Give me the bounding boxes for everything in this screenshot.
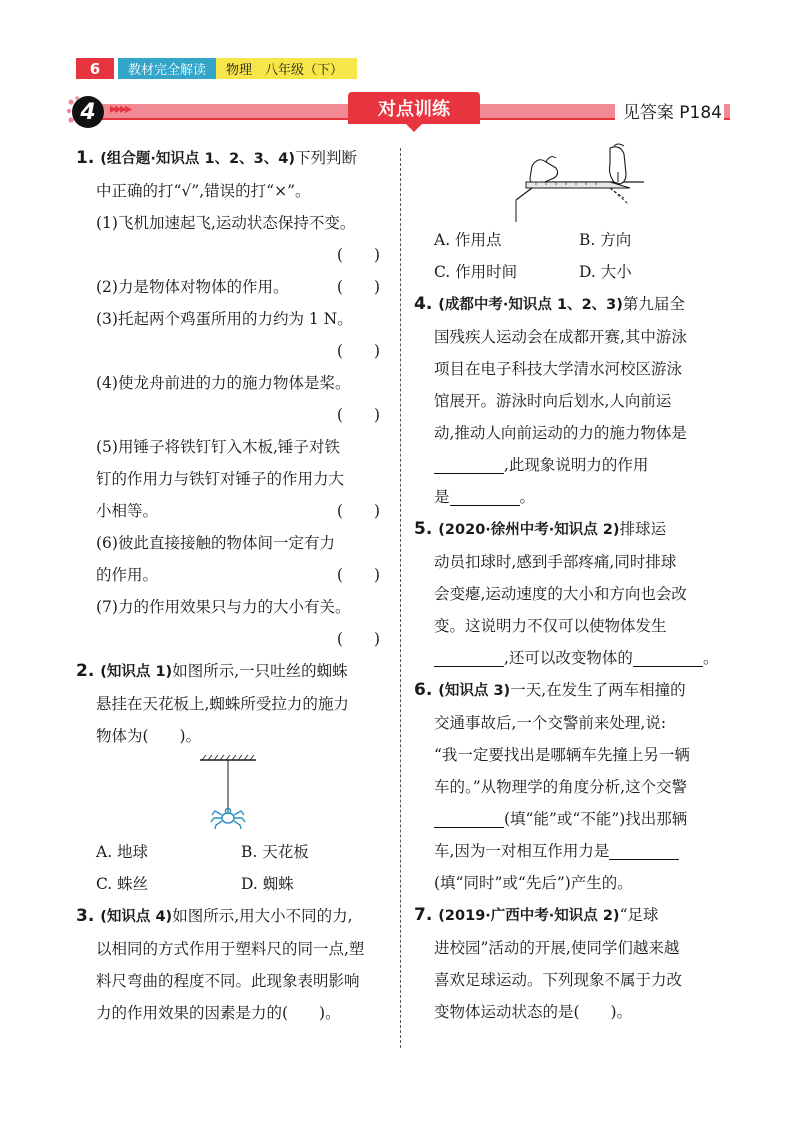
question-stem-end: 。: [519, 488, 536, 506]
subject-label: 物理 八年级（下）: [216, 58, 357, 79]
question-stem-cont: 会变瘪,运动速度的大小和方向也会改: [434, 585, 687, 603]
option-d[interactable]: D. 大小: [579, 263, 632, 281]
options: [414, 224, 730, 288]
judge-item-3: (3)托起两个鸡蛋所用的力约为 1 N。: [96, 310, 353, 328]
question-number: 6.: [414, 680, 433, 700]
answer-paren[interactable]: ( ): [336, 406, 380, 424]
question-stem: 如图所示,一只吐丝的蜘蛛: [172, 662, 348, 680]
arrow-icon: ▸▸▸▸: [110, 101, 131, 117]
question-stem-cont: 项目在电子科技大学清水河校区游泳: [434, 360, 683, 378]
question-stem-cont: 喜欢足球运动。下列现象不属于力改: [434, 971, 683, 989]
fill-blank[interactable]: [434, 646, 504, 667]
answer-paren[interactable]: ( ): [336, 630, 380, 648]
question-stem-cont: 力的作用效果的因素是力的( )。: [96, 1004, 341, 1022]
question-tag: (知识点 4): [100, 909, 173, 925]
answer-reference: 见答案 P184: [615, 98, 724, 123]
question-stem: 一天,在发生了两车相撞的: [510, 681, 686, 699]
question-stem-cont: 变物体运动状态的是( )。: [434, 1003, 633, 1021]
question-number: 4.: [414, 294, 433, 314]
question-tag: (知识点 1): [100, 664, 173, 680]
question-number: 5.: [414, 519, 433, 539]
right-column: [414, 142, 730, 1028]
question-stem-cont: 动员扣球时,感到手部疼痛,同时排球: [434, 553, 677, 571]
options: [76, 836, 388, 900]
fill-blank[interactable]: [434, 807, 504, 828]
ruler-bending-figure: [414, 142, 730, 224]
option-b[interactable]: B. 方向: [579, 231, 632, 249]
section-title: 对点训练: [348, 92, 480, 124]
question-stem: “足球: [619, 906, 659, 924]
question-stem: 排球运: [619, 520, 667, 538]
question-stem-cont: 以相同的方式作用于塑料尺的同一点,塑: [96, 940, 365, 958]
page-header: [76, 58, 357, 79]
option-b[interactable]: B. 天花板: [241, 843, 309, 861]
question-stem-cont: 变。这说明力不仅可以使物体发生: [434, 617, 667, 635]
judge-item-5: (5)用锤子将铁钉钉入木板,锤子对铁: [96, 438, 340, 456]
question-stem-cont: 进校园”活动的开展,使同学们越来越: [434, 939, 680, 957]
judge-item-5-end: 小相等。: [96, 502, 159, 520]
question-stem-cont: 交通事故后,一个交警前来处理,说:: [434, 714, 667, 732]
question-stem-cont: ,还可以改变物体的: [504, 649, 633, 667]
question-stem-cont: 车的。”从物理学的角度分析,这个交警: [434, 778, 688, 796]
question-tag: (知识点 3): [438, 683, 511, 699]
question-stem-cont: “我一定要找出是哪辆车先撞上另一辆: [434, 746, 690, 764]
question-4: [414, 288, 730, 513]
section-number-badge: 4: [72, 96, 104, 128]
question-stem-cont: ,此现象说明力的作用: [504, 456, 649, 474]
question-stem-cont: 国残疾人运动会在成都开赛,其中游泳: [434, 328, 687, 346]
option-c[interactable]: C. 作用时间: [434, 263, 518, 281]
judge-item-2: (2)力是物体对物体的作用。: [96, 278, 289, 296]
fill-blank[interactable]: [450, 485, 520, 506]
option-a[interactable]: A. 作用点: [434, 231, 502, 249]
judge-item-6: (6)彼此直接接触的物体间一定有力: [96, 534, 335, 552]
judge-item-4: (4)使龙舟前进的力的施力物体是桨。: [96, 374, 351, 392]
question-3: [76, 900, 388, 1029]
question-5: [414, 513, 730, 674]
answer-paren[interactable]: ( ): [336, 246, 380, 264]
question-7: [414, 899, 730, 1028]
question-stem-end: 。: [702, 649, 719, 667]
question-number: 3.: [76, 906, 95, 926]
page-number: 6: [76, 58, 114, 79]
question-stem-cont: (填“能”或“不能”)找出那辆: [504, 810, 688, 828]
question-stem-cont: 悬挂在天花板上,蜘蛛所受拉力的施力: [96, 695, 349, 713]
question-stem-cont: 动,推动人向前运动的力的施力物体是: [434, 424, 687, 442]
option-d[interactable]: D. 蜘蛛: [241, 875, 294, 893]
question-stem-cont: 馆展开。游泳时向后划水,人向前运: [434, 392, 672, 410]
question-1: [76, 142, 388, 655]
question-tag: (2020·徐州中考·知识点 2): [438, 522, 620, 538]
section-banner: [66, 92, 730, 132]
question-number: 1.: [76, 148, 95, 168]
option-a[interactable]: A. 地球: [96, 843, 149, 861]
question-number: 7.: [414, 905, 433, 925]
question-number: 2.: [76, 661, 95, 681]
judge-item-7: (7)力的作用效果只与力的大小有关。: [96, 598, 351, 616]
book-title: 教材完全解读: [118, 58, 216, 79]
question-stem-cont: 是: [434, 488, 450, 506]
question-stem-cont: 物体为( )。: [96, 727, 202, 745]
question-2: [76, 655, 388, 900]
spider-figure: [76, 752, 388, 836]
question-tag: (2019·广西中考·知识点 2): [438, 908, 620, 924]
question-stem: 下列判断: [294, 149, 357, 167]
column-divider: [400, 148, 401, 1048]
question-tag: (组合题·知识点 1、2、3、4): [100, 151, 295, 167]
question-stem: 第九届全: [622, 295, 685, 313]
fill-blank[interactable]: [609, 839, 679, 860]
answer-paren[interactable]: ( ): [336, 278, 380, 296]
fill-blank[interactable]: [434, 453, 504, 474]
left-column: [76, 142, 388, 1029]
question-stem-cont: (填“同时”或“先后”)产生的。: [434, 874, 633, 892]
judge-item-5-cont: 钉的作用力与铁钉对锤子的作用力大: [96, 470, 345, 488]
question-6: [414, 674, 730, 899]
question-stem-cont: 车,因为一对相互作用力是: [434, 842, 610, 860]
answer-paren[interactable]: ( ): [336, 502, 380, 520]
answer-paren[interactable]: ( ): [336, 566, 380, 584]
question-stem: 如图所示,用大小不同的力,: [172, 907, 353, 925]
fill-blank[interactable]: [633, 646, 703, 667]
question-stem-cont: 料尺弯曲的程度不同。此现象表明影响: [96, 972, 360, 990]
question-tag: (成都中考·知识点 1、2、3): [438, 297, 623, 313]
answer-paren[interactable]: ( ): [336, 342, 380, 360]
judge-item-6-end: 的作用。: [96, 566, 159, 584]
judge-item-1: (1)飞机加速起飞,运动状态保持不变。: [96, 214, 356, 232]
option-c[interactable]: C. 蛛丝: [96, 875, 149, 893]
question-stem-cont: 中正确的打“√”,错误的打“×”。: [96, 182, 311, 200]
